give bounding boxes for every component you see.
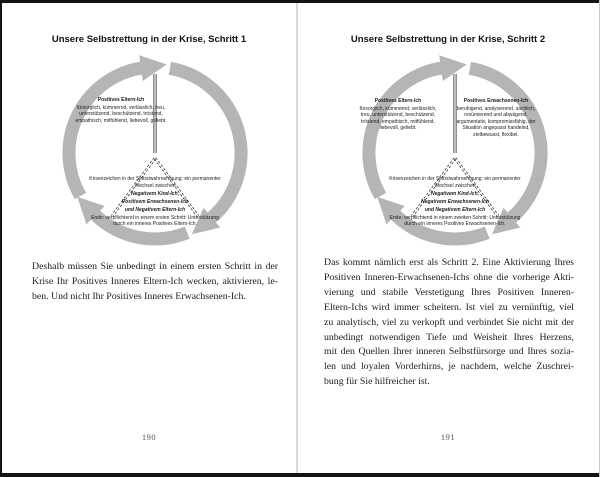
body-paragraph (324, 256, 574, 390)
cycle-state: Negativem Erwachsenen-Ich (421, 198, 489, 205)
cycle-intro: Krisenzeichen in der Selbstwahrnehmung: ein permanenter Wechsel zwischen (89, 176, 221, 189)
cycle-state: und Negativem Eltern-Ich (124, 206, 186, 213)
cycle-state: Positivem Erwachsenen-Ich (121, 198, 189, 205)
body-line: ben. Und nicht Ihr Positives Inneres Erwachsenen-Ich. (32, 290, 246, 302)
frame-bottom-bar (0, 473, 600, 477)
body-line: zu analytisch, viel zu verkopft und verbindet Sie nicht mit der (324, 316, 574, 328)
cycle-diagram-step2 (355, 53, 555, 253)
cycle-outro: Ende: verpflichtend in einem zweiten Schritt: Unterstützung durch ein inneres Positives Erwachsenen-Ich. (389, 214, 521, 228)
sector-label-crisis-cycle (387, 176, 523, 228)
sector-heading: Positives Erwachsenen-Ich (463, 98, 529, 104)
right-page (299, 3, 597, 473)
body-line: Das kommt nämlich erst als Schritt 2. Eine Aktivierung Ihres (324, 257, 574, 268)
sector-traits: beruhigend, analysierend, sachlich, resümierend und abwägend, argumentativ, kompromissfähig, der Situation angepasst handelnd, zielbewusst, flexibel. (456, 105, 536, 138)
sector-label-crisis-cycle (87, 176, 223, 228)
cycle-state: Negativem Kind-Ich, (130, 190, 180, 197)
cycle-state: Negativem Kind-Ich, (430, 190, 480, 197)
body-line: mit den Quellen Ihrer inneren Selbstfürsorge und Ihres sozia- (324, 346, 574, 358)
cycle-state: und Negativem Eltern-Ich (424, 206, 486, 213)
body-line: unbedingt notwendigen Tiefe und Weisheit Ihres Herzens, (324, 331, 574, 343)
body-line: vierung und stabile Verstetigung Ihres Positiven Inneren- (324, 286, 574, 298)
body-line: bung für Sie hilfreicher ist. (324, 376, 430, 388)
body-paragraph (32, 260, 278, 305)
body-line: Krise Ihr Positives Inneres Eltern-Ich wecken, aktivieren, le- (32, 275, 278, 287)
page-number: 191 (440, 432, 456, 442)
left-page (2, 3, 296, 473)
sector-heading: Positives Eltern-Ich (97, 97, 145, 103)
cycle-outro: Ende: verpflichtend in einem ersten Schritt: Unterstützung durch ein inneres Positives Eltern-Ich. (91, 214, 219, 228)
body-line: Eltern-Ichs wird immer scheitern. Ist viel zu vernünftig, viel (324, 301, 574, 313)
body-line: len und loyalen Vorderhirns, je nachdem, welche Zuschrei- (324, 361, 574, 373)
body-line: Positiven Inneren-Erwachsenen-Ichs ohne die vorherige Akti- (324, 271, 574, 283)
sector-label-eltern-ich (356, 98, 440, 132)
cycle-diagram-step1 (55, 53, 255, 253)
body-line: Deshalb müssen Sie unbedingt in einem ersten Schritt in der (32, 261, 278, 272)
page-gutter-divider (296, 3, 298, 473)
cycle-intro: Krisenzeichen in der Selbstwahrnehmung: ein permanenter Wechsel zwischen (389, 176, 521, 189)
sector-traits: fürsorglich, kümmernd, verlässlich, treu, unterstützend, beschützend, tröstend, empathisch, mitfühlend, liebevoll, geliebt. (359, 105, 437, 132)
page-title: Unsere Selbstrettung in der Krise, Schritt 2 (350, 34, 546, 45)
sector-label-eltern-ich (71, 97, 171, 124)
page-title: Unsere Selbstrettung in der Krise, Schritt 1 (51, 34, 247, 45)
sector-label-erwachsenen-ich (452, 98, 540, 139)
page-number: 190 (141, 432, 157, 442)
sector-heading: Positives Eltern-Ich (374, 98, 422, 104)
sector-traits: fürsorglich, kümmernd, verlässlich, treu, unterstützend, beschützend, tröstend, empathisch, mitfühlend, liebevoll, geliebt. (75, 104, 167, 124)
